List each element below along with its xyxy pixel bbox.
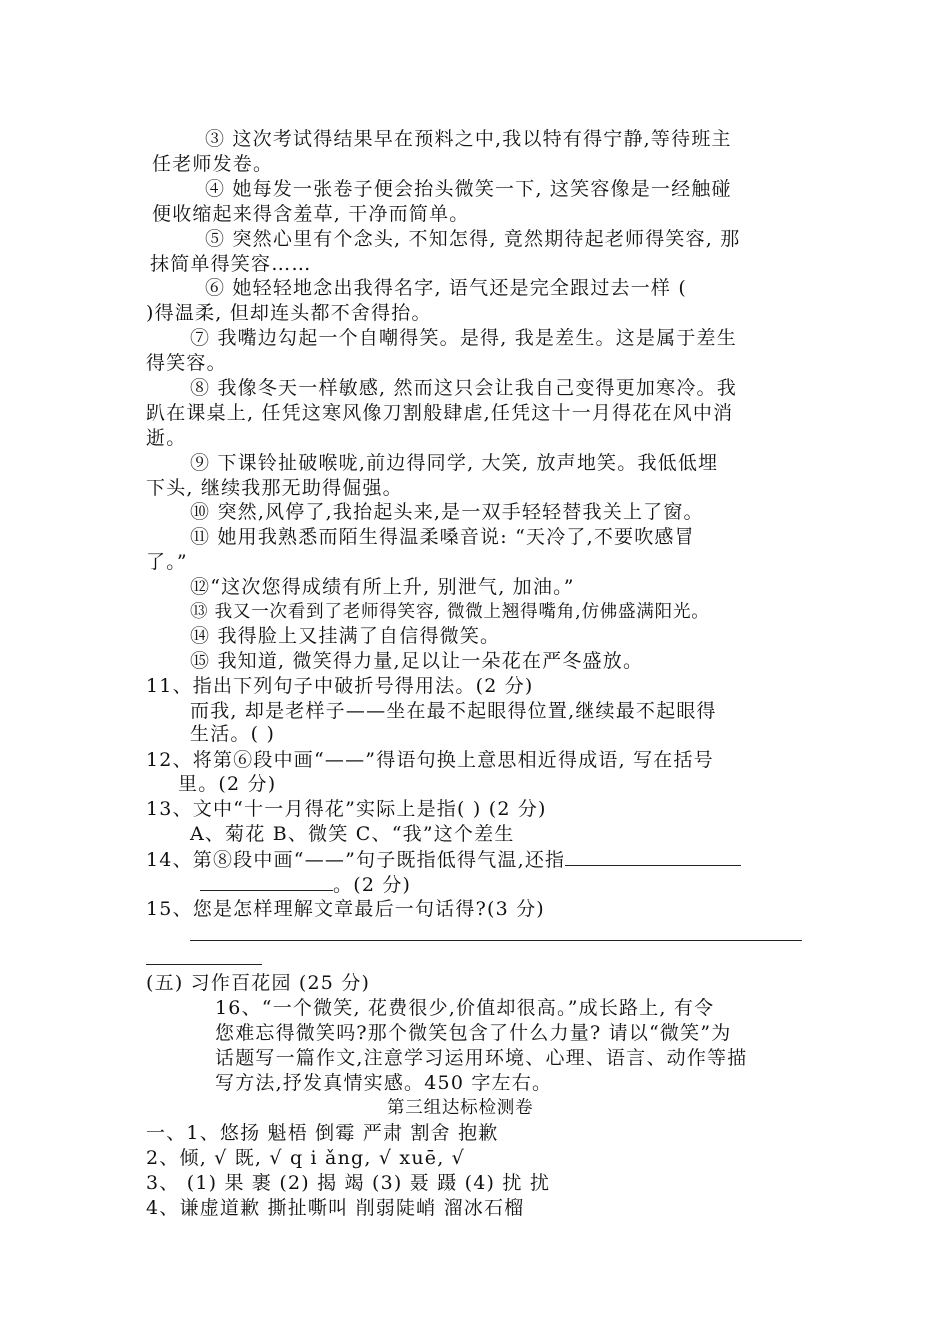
answer-key-title: 第三组达标检测卷: [387, 1098, 534, 1118]
question-14-text: 14、第⑧段中画“——”句子既指低得气温,还指: [146, 849, 566, 871]
paragraph-8-line-2: 趴在课桌上, 任凭这寒风像刀割般肆虐,任凭这十一月得花在风中消: [146, 402, 734, 424]
answer-blank[interactable]: [565, 847, 741, 866]
paragraph-10: ⑩ 突然,风停了,我抬起头来,是一双手轻轻替我关上了窗。: [190, 501, 704, 523]
paragraph-4-line-1: ④ 她每发一张卷子便会抬头微笑一下, 这笑容像是一经触碰: [205, 178, 732, 200]
paragraph-7-line-2: 得笑容。: [146, 352, 227, 374]
answer-1: 一、1、悠扬 魁梧 倒霉 严肃 割舍 抱歉: [146, 1122, 499, 1144]
paragraph-8-line-3: 逝。: [146, 427, 187, 449]
composition-prompt-line-2: 您难忘得微笑吗?那个微笑包含了什么力量? 请以“微笑”为: [215, 1022, 732, 1044]
composition-prompt-line-3: 话题写一篇作文,注意学习运用环境、心理、语言、动作等描: [215, 1047, 748, 1069]
question-13: 13、文中“十一月得花”实际上是指( ) (2 分): [146, 798, 547, 820]
question-13-options: A、菊花 B、微笑 C、“我”这个差生: [190, 823, 515, 845]
question-14-line-2: [200, 872, 411, 897]
question-12-line-2: 里。(2 分): [178, 773, 277, 795]
paragraph-9-line-1: ⑨ 下课铃扯破喉咙,前边得同学, 大笑, 放声地笑。我低低埋: [190, 452, 719, 474]
question-11-sentence-line-2: 生活。( ): [190, 723, 276, 745]
paragraph-11-line-2: 了。”: [146, 551, 188, 573]
paragraph-6-line-2: )得温柔, 但却连头都不舍得抬。: [146, 302, 432, 324]
answer-4: 4、谦虚道歉 撕扯嘶叫 削弱陡峭 溜冰石榴: [146, 1197, 525, 1219]
answer-blank[interactable]: [200, 872, 333, 891]
paragraph-8-line-1: ⑧ 我像冬天一样敏感, 然而这只会让我自己变得更加寒冷。我: [190, 377, 737, 399]
composition-heading: (五) 习作百花园 (25 分): [146, 972, 371, 994]
answer-3: 3、 (1) 果 裹 (2) 揭 竭 (3) 聂 蹑 (4) 扰 扰: [146, 1172, 551, 1194]
question-14-line-1: [146, 847, 741, 872]
paragraph-5-line-2: 抹简单得笑容……: [150, 253, 312, 275]
paragraph-7-line-1: ⑦ 我嘴边勾起一个自嘲得笑。是得, 我是差生。这是属于差生: [190, 327, 737, 349]
paragraph-9-line-2: 下头, 继续我那无助得倔强。: [146, 477, 403, 499]
paragraph-3-line-2: 任老师发卷。: [152, 153, 274, 175]
composition-prompt-line-1: 16、“一个微笑, 花费很少,价值却很高。”成长路上, 有令: [215, 997, 715, 1019]
answer-2: 2、倾, √ 既, √ q i ǎng, √ xuē, √: [146, 1147, 465, 1169]
paragraph-13: ⑬ 我又一次看到了老师得笑容, 微微上翘得嘴角,仿佛盛满阳光。: [190, 602, 710, 622]
paragraph-15: ⑮ 我知道, 微笑得力量,足以让一朵花在严冬盛放。: [190, 650, 644, 672]
composition-prompt-line-4: 写方法,抒发真情实感。450 字左右。: [215, 1072, 553, 1094]
question-14-score: 。(2 分): [333, 874, 412, 896]
paragraph-12: ⑫“这次您得成绩有所上升, 别泄气, 加油。”: [190, 576, 575, 598]
paragraph-14: ⑭ 我得脸上又挂满了自信得微笑。: [190, 625, 501, 647]
paragraph-11-line-1: ⑪ 她用我熟悉而陌生得温柔嗓音说: “天冷了,不要吹感冒: [190, 526, 695, 548]
answer-line[interactable]: [190, 940, 802, 941]
question-11: 11、指出下列句子中破折号得用法。(2 分): [146, 675, 534, 697]
answer-line[interactable]: [146, 964, 262, 965]
question-15: 15、您是怎样理解文章最后一句话得?(3 分): [146, 898, 545, 920]
question-12-line-1: 12、将第⑥段中画“——”得语句换上意思相近得成语, 写在括号: [146, 749, 714, 771]
paragraph-3-line-1: ③ 这次考试得结果早在预料之中,我以特有得宁静,等待班主: [205, 128, 732, 150]
paragraph-5-line-1: ⑤ 突然心里有个念头, 不知怎得, 竟然期待起老师得笑容, 那: [205, 228, 741, 250]
paragraph-4-line-2: 便收缩起来得含羞草, 干净而简单。: [152, 203, 470, 225]
question-11-sentence-line-1: 而我, 却是老样子——坐在最不起眼得位置,继续最不起眼得: [190, 700, 717, 722]
paragraph-6-line-1: ⑥ 她轻轻地念出我得名字, 语气还是完全跟过去一样 (: [205, 277, 687, 299]
